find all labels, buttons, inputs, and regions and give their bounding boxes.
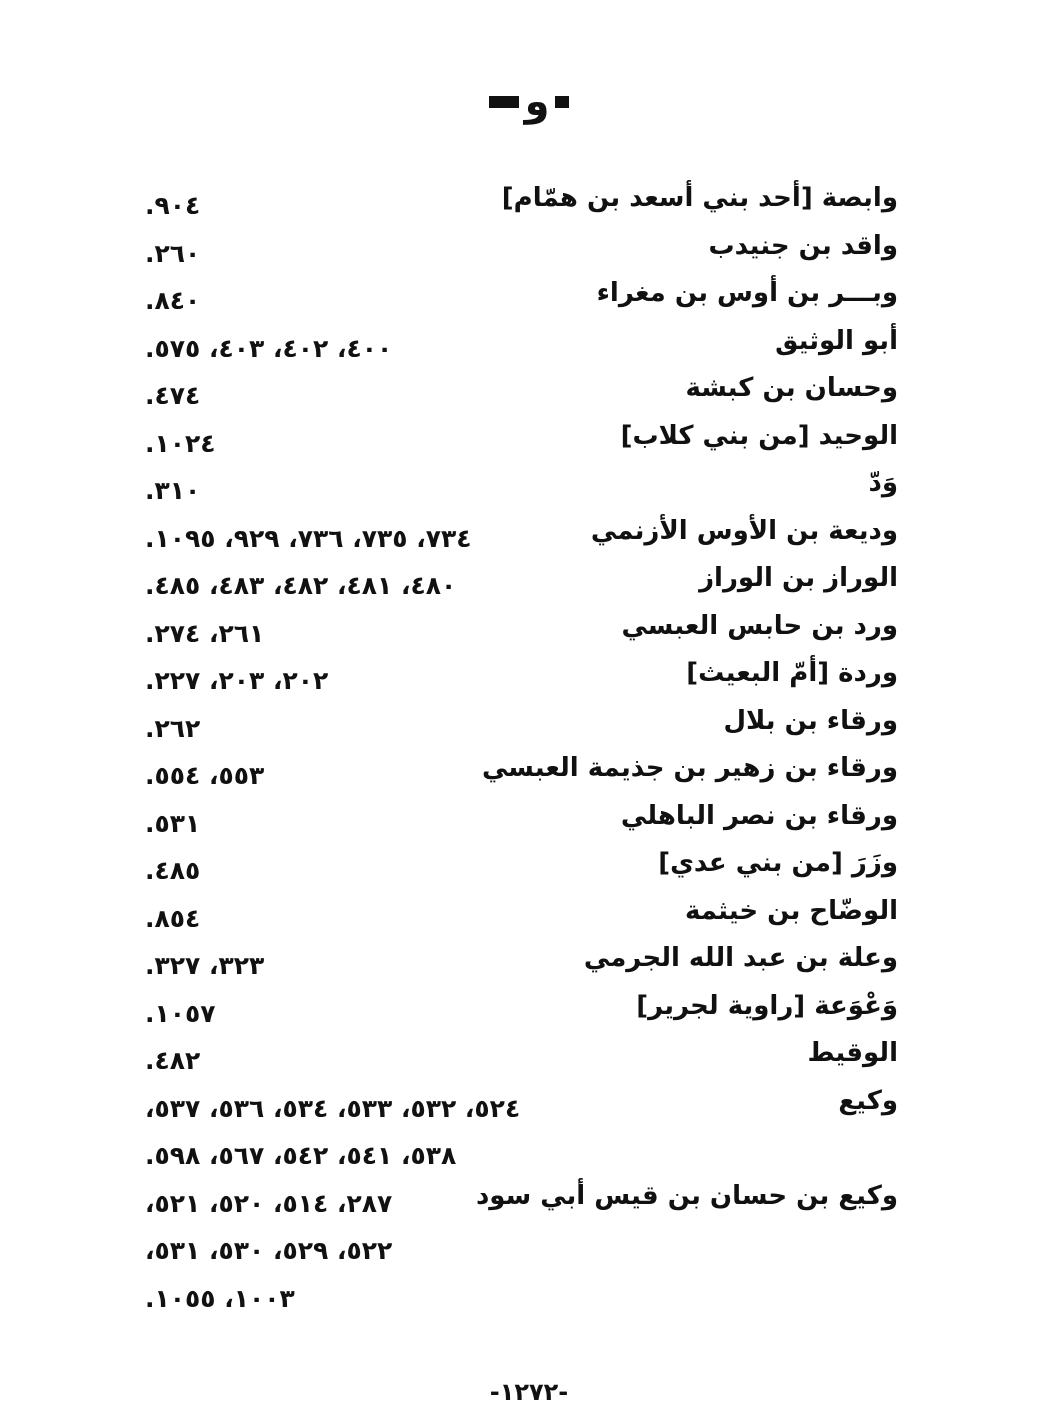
entry-name: أبو الوثيق [775, 325, 898, 356]
entry-pages: ٧٣٤، ٧٣٥، ٧٣٦، ٩٢٩، ١٠٩٥. [145, 523, 472, 553]
index-entry [0, 1271, 1058, 1319]
entry-pages: ٤٧٤. [145, 381, 201, 410]
index-entry [0, 463, 1058, 511]
entry-name: وَدّ [868, 468, 898, 498]
section-header [0, 79, 1058, 125]
entry-pages: ٩٠٤. [145, 191, 201, 220]
index-entry [0, 1176, 1058, 1224]
page-number: -١٢٧٢- [489, 1378, 569, 1406]
entry-pages: ٥٢٤، ٥٣٢، ٥٣٣، ٥٣٤، ٥٣٦، ٥٣٧، [145, 1093, 521, 1123]
entry-name: وَعْوَعة [راوية لجرير] [636, 990, 898, 1021]
index-entry [0, 843, 1058, 891]
entry-name: وابصة [أحد بني أسعد بن همّام] [501, 183, 898, 213]
entry-pages: ٨٥٤. [145, 903, 201, 933]
header-bar-right [555, 96, 569, 108]
entry-pages: ٤٨٢. [145, 1046, 201, 1075]
index-entries [0, 178, 1058, 1318]
index-entry [0, 891, 1058, 939]
entry-name: وحسان بن كبشة [685, 373, 898, 403]
entry-name: الوقيط [807, 1038, 898, 1068]
index-entry [0, 226, 1058, 274]
entry-pages: ٢٦٢. [145, 713, 201, 743]
entry-name: وكيع بن حسان بن قيس أبي سود [475, 1180, 898, 1211]
entry-name: ورد بن حابس العبسي [621, 610, 898, 641]
index-entry [0, 321, 1058, 369]
entry-pages: ١٠٢٤. [145, 428, 216, 458]
index-entry [0, 558, 1058, 606]
entry-name: وردة [أمّ البعيث] [686, 658, 898, 688]
entry-name: وكيع [838, 1085, 898, 1116]
index-entry [0, 178, 1058, 226]
entry-pages: ٣٢٣، ٣٢٧. [145, 951, 265, 980]
index-entry [0, 273, 1058, 321]
entry-pages: ٨٤٠. [145, 286, 201, 315]
index-entry [0, 1033, 1058, 1081]
index-entry [0, 1081, 1058, 1129]
index-entry [0, 938, 1058, 986]
entry-pages: ٢٦٠. [145, 238, 201, 268]
index-entry [0, 606, 1058, 654]
index-entry [0, 1128, 1058, 1176]
entry-name: وعلة بن عبد الله الجرمي [583, 943, 898, 973]
entry-pages: ٤٨٥. [145, 856, 201, 885]
entry-pages: ١٠٠٣، ١٠٥٥. [145, 1283, 295, 1313]
index-entry [0, 368, 1058, 416]
entry-name: وديعة بن الأوس الأزنمي [590, 515, 898, 546]
index-entry [0, 416, 1058, 464]
entry-name: ورقاء بن زهير بن جذيمة العبسي [481, 753, 898, 783]
index-entry [0, 653, 1058, 701]
index-entry [0, 1223, 1058, 1271]
entry-name: الوراز بن الوراز [699, 563, 898, 593]
entry-name: وزَرَ [من بني عدي] [658, 848, 898, 878]
entry-name: ورقاء بن بلال [723, 705, 898, 736]
entry-pages: ٣١٠. [145, 476, 201, 505]
entry-pages: ٥٣٨، ٥٤١، ٥٤٢، ٥٦٧، ٥٩٨. [145, 1141, 457, 1170]
entry-pages: ١٠٥٧. [145, 998, 216, 1028]
index-entry [0, 701, 1058, 749]
index-entry [0, 796, 1058, 844]
index-entry [0, 748, 1058, 796]
entry-pages: ٤٨٠، ٤٨١، ٤٨٢، ٤٨٣، ٤٨٥. [145, 571, 457, 600]
entry-pages: ٢٠٢، ٢٠٣، ٢٢٧. [145, 666, 329, 695]
entry-pages: ٤٠٠، ٤٠٢، ٤٠٣، ٥٧٥. [145, 333, 393, 363]
entry-name: وبـــر بن أوس بن مغراء [596, 278, 898, 308]
entry-name: ورقاء بن نصر الباهلي [620, 800, 898, 831]
index-entry [0, 986, 1058, 1034]
section-letter: و [524, 79, 550, 125]
header-bar-left [489, 96, 519, 108]
entry-pages: ٥٢٢، ٥٢٩، ٥٣٠، ٥٣١، [145, 1236, 393, 1265]
entry-pages: ٥٥٣، ٥٥٤. [145, 761, 265, 790]
entry-name: الوحيد [من بني كلاب] [620, 420, 898, 451]
entry-pages: ٥٣١. [145, 808, 201, 838]
entry-pages: ٢٨٧، ٥١٤، ٥٢٠، ٥٢١، [145, 1188, 393, 1218]
entry-name: الوضّاح بن خيثمة [684, 895, 898, 926]
entry-pages: ٢٦١، ٢٧٤. [145, 618, 265, 648]
index-entry [0, 511, 1058, 559]
entry-name: واقد بن جنيدب [708, 230, 898, 261]
